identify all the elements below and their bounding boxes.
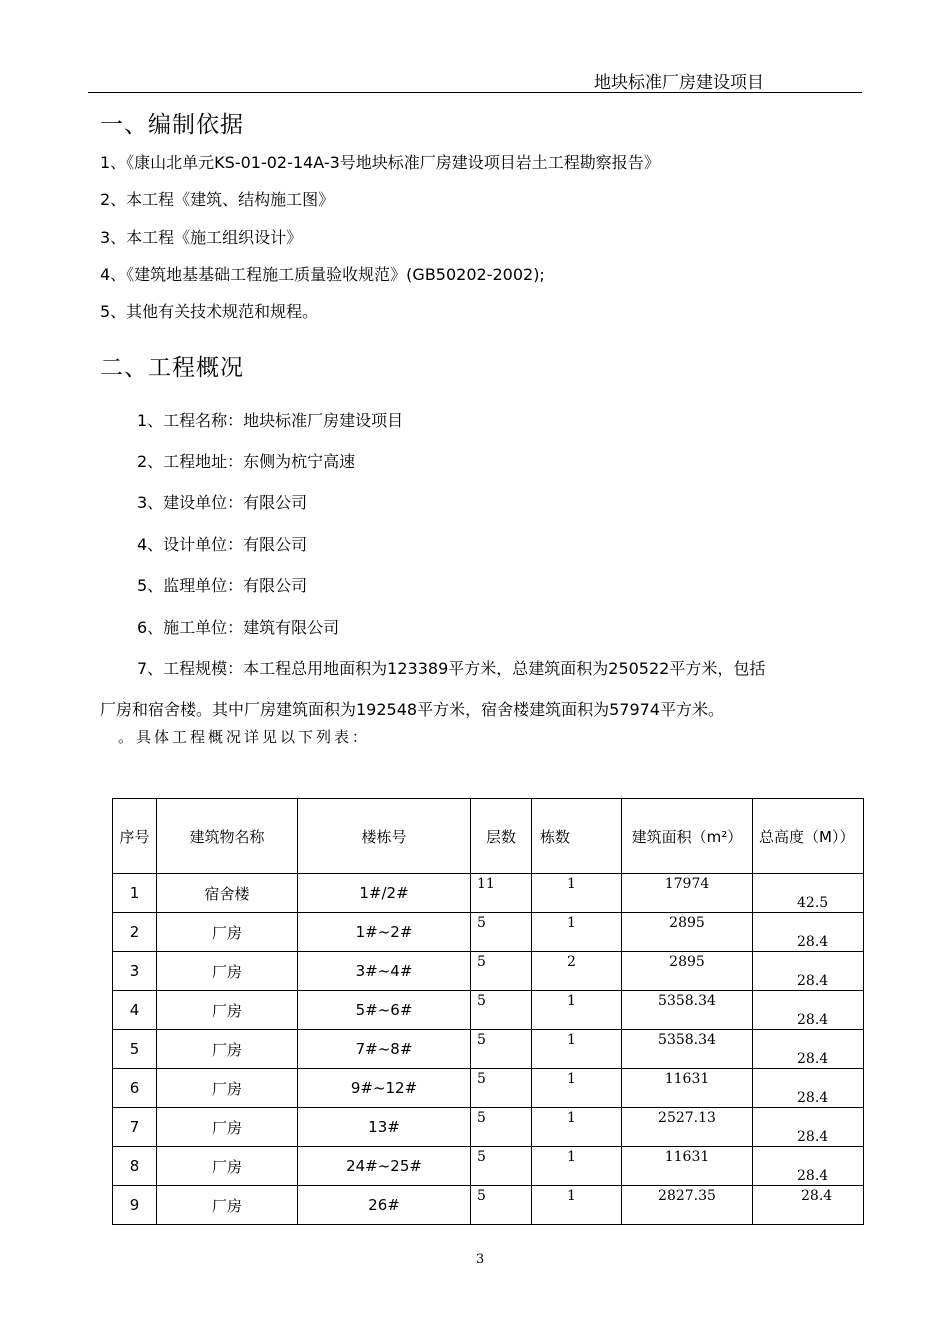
cell-area [622,1147,753,1186]
cell-building: 13# [298,1108,471,1147]
cell-height-value: 28.4 [797,1090,829,1106]
cell-area [622,1030,753,1069]
table-row [113,1108,864,1147]
cell-floors [471,1147,532,1186]
cell-area-value: 11631 [664,1149,710,1165]
cell-height-value: 28.4 [797,1129,829,1145]
overview-item: 1、工程名称：地块标准厂房建设项目 [137,411,404,430]
cell-height [753,913,864,952]
cell-height-value: 28.4 [797,1051,829,1067]
cell-area [622,1108,753,1147]
cell-area [622,1186,753,1225]
cell-name: 宿舍楼 [157,874,298,913]
cell-count [532,1030,622,1069]
cell-floors-value: 5 [477,1032,486,1048]
cell-area [622,1069,753,1108]
basis-item: 3、本工程《施工组织设计》 [100,228,303,247]
cell-name: 厂房 [157,913,298,952]
cell-floors [471,952,532,991]
section-heading-overview: 二、工程概况 [100,355,244,381]
cell-height [753,1108,864,1147]
table-header-row [113,799,864,874]
table-row [113,1147,864,1186]
cell-area-value: 2527.13 [658,1110,716,1126]
cell-seq: 7 [113,1108,157,1147]
cell-floors-value: 5 [477,954,486,970]
cell-area-value: 17974 [664,876,710,892]
cell-building: 26# [298,1186,471,1225]
cell-floors-value: 5 [477,1110,486,1126]
cell-building: 1#/2# [298,874,471,913]
cell-area [622,913,753,952]
cell-floors-value: 5 [477,1149,486,1165]
cell-seq: 1 [113,874,157,913]
cell-height [753,991,864,1030]
cell-count [532,913,622,952]
cell-floors [471,874,532,913]
project-overview-table [112,798,864,1225]
overview-item: 4、设计单位：有限公司 [137,535,308,554]
col-header-building: 楼栋号 [298,799,471,874]
cell-name: 厂房 [157,1186,298,1225]
overview-item: 6、施工单位：建筑有限公司 [137,618,340,637]
cell-height-value: 28.4 [801,1188,833,1204]
table-row [113,874,864,913]
cell-count [532,1186,622,1225]
cell-seq: 8 [113,1147,157,1186]
cell-area-value: 5358.34 [658,993,716,1009]
cell-height-value: 28.4 [797,934,829,950]
col-header-name: 建筑物名称 [157,799,298,874]
cell-count [532,991,622,1030]
cell-building: 1#~2# [298,913,471,952]
cell-building: 9#~12# [298,1069,471,1108]
basis-item: 4、《建筑地基基础工程施工质量验收规范》(GB50202-2002); [100,265,545,284]
cell-height [753,1147,864,1186]
cell-height [753,874,864,913]
header-divider [88,92,862,93]
cell-count-value: 2 [567,954,576,970]
cell-name: 厂房 [157,952,298,991]
col-header-height: 总高度（M）） [753,799,864,874]
table-row [113,913,864,952]
cell-name: 厂房 [157,1108,298,1147]
cell-area [622,991,753,1030]
cell-name: 厂房 [157,1069,298,1108]
cell-floors [471,913,532,952]
cell-seq: 4 [113,991,157,1030]
basis-item: 5、其他有关技术规范和规程。 [100,302,319,321]
cell-count-value: 1 [567,1149,576,1165]
col-header-area: 建筑面积（m²） [622,799,753,874]
cell-count [532,1108,622,1147]
cell-seq: 2 [113,913,157,952]
cell-count [532,874,622,913]
cell-floors-value: 5 [477,1071,486,1087]
cell-height-value: 28.4 [797,1168,829,1184]
cell-count-value: 1 [567,876,576,892]
overview-item: 3、建设单位：有限公司 [137,493,308,512]
cell-count-value: 1 [567,1032,576,1048]
section-heading-basis: 一、编制依据 [100,112,244,138]
col-header-seq: 序号 [113,799,157,874]
scale-line: 7、工程规模：本工程总用地面积为123389平方米，总建筑面积为250522平方米，包括 [137,659,766,678]
cell-count-value: 1 [567,1071,576,1087]
col-header-count: 栋数 [532,799,622,874]
cell-height [753,1186,864,1225]
cell-count-value: 1 [567,915,576,931]
cell-count [532,1147,622,1186]
cell-count-value: 1 [567,1188,576,1204]
cell-height-value: 28.4 [797,973,829,989]
table-row [113,991,864,1030]
table-row [113,1030,864,1069]
cell-name: 厂房 [157,991,298,1030]
col-header-floors: 层数 [471,799,532,874]
basis-item: 1、《康山北单元KS-01-02-14A-3号地块标准厂房建设项目岩土工程勘察报告》 [100,153,660,172]
table-row [113,1069,864,1108]
cell-height [753,952,864,991]
cell-area-value: 11631 [664,1071,710,1087]
cell-floors [471,1030,532,1069]
overview-item: 5、监理单位：有限公司 [137,576,308,595]
scale-line-continued: 厂房和宿舍楼。其中厂房建筑面积为192548平方米，宿舍楼建筑面积为57974平方米。 [100,700,724,719]
cell-area-value: 5358.34 [658,1032,716,1048]
cell-building: 24#~25# [298,1147,471,1186]
cell-area-value: 2827.35 [658,1188,716,1204]
cell-building: 7#~8# [298,1030,471,1069]
cell-floors [471,991,532,1030]
cell-height [753,1069,864,1108]
cell-floors [471,1069,532,1108]
cell-count [532,952,622,991]
cell-name: 厂房 [157,1147,298,1186]
overview-item: 2、工程地址：东侧为杭宁高速 [137,452,356,471]
cell-seq: 5 [113,1030,157,1069]
cell-count-value: 1 [567,993,576,1009]
cell-count [532,1069,622,1108]
table-row [113,1186,864,1225]
cell-height-value: 28.4 [797,1012,829,1028]
cell-seq: 6 [113,1069,157,1108]
cell-building: 3#~4# [298,952,471,991]
cell-area-value: 2895 [669,954,705,970]
cell-floors-value: 5 [477,993,486,1009]
cell-height [753,1030,864,1069]
cell-area-value: 2895 [669,915,705,931]
cell-height-value: 42.5 [797,895,829,911]
cell-floors-value: 11 [477,876,495,892]
basis-item: 2、本工程《建筑、结构施工图》 [100,190,335,209]
cell-floors-value: 5 [477,1188,486,1204]
cell-area [622,874,753,913]
cell-floors [471,1186,532,1225]
cell-floors-value: 5 [477,915,486,931]
cell-seq: 9 [113,1186,157,1225]
cell-building: 5#~6# [298,991,471,1030]
page-number: 3 [476,1252,485,1267]
cell-count-value: 1 [567,1110,576,1126]
cell-seq: 3 [113,952,157,991]
table-intro-note: 。具体工程概况详见以下列表： [118,728,371,746]
cell-floors [471,1108,532,1147]
page-header-title: 地块标准厂房建设项目 [594,73,764,93]
cell-name: 厂房 [157,1030,298,1069]
cell-area [622,952,753,991]
table-row [113,952,864,991]
